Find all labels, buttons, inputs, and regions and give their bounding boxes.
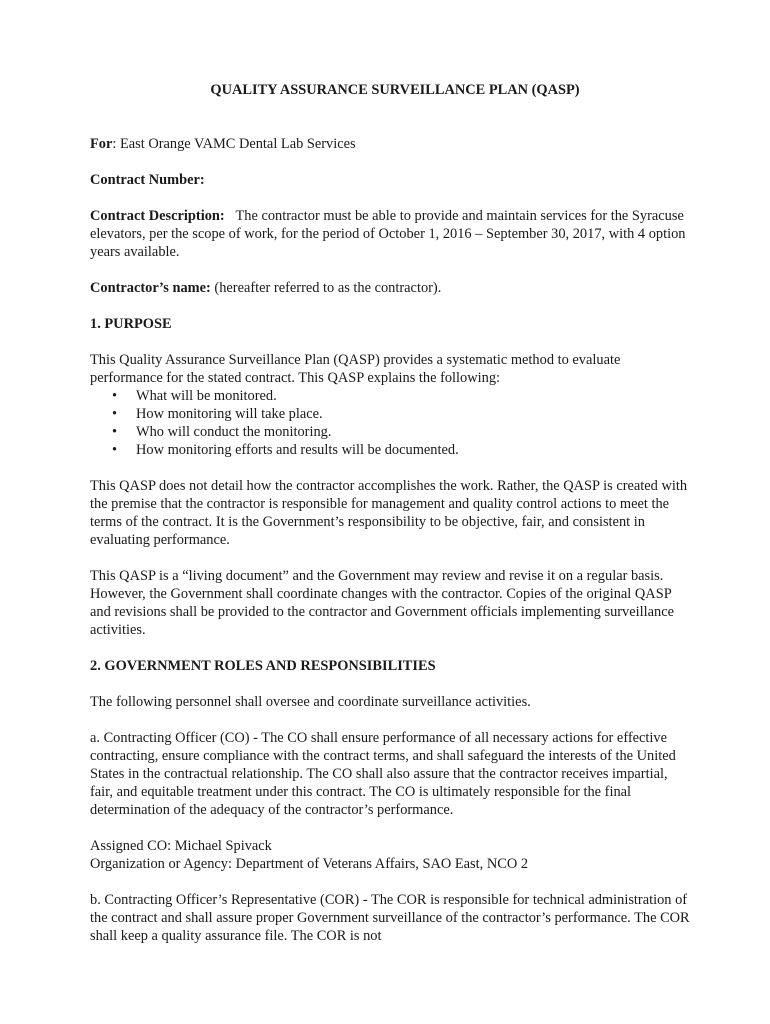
contract-description-label: Contract Description: — [90, 208, 225, 224]
contractor-name-label: Contractor’s name: — [90, 280, 211, 296]
assigned-co-block — [90, 837, 690, 873]
contract-number-label: Contract Number: — [90, 172, 205, 188]
cor-paragraph: b. Contracting Officer’s Representative (COR) - The COR is responsible for technical administration of the contract and shall assure proper Government surveillance of the contractor’s performance. The COR shall keep a quality assurance file. The COR is not — [90, 892, 690, 944]
contracting-officer-paragraph: a. Contracting Officer (CO) - The CO shall ensure performance of all necessary actions for effective contracting, ensure compliance with the contract terms, and shall safeguard the interests of the United States in the contractual relationship. The CO shall also assure that the contractor receives impartial, fair, and equitable treatment under this contract. The CO is ultimately responsible for the final determination of the adequacy of the contractor’s performance. — [90, 730, 676, 818]
list-item-text: Who will conduct the monitoring. — [136, 424, 332, 440]
for-label: For — [90, 136, 113, 152]
organization-line: Organization or Agency: Department of Veterans Affairs, SAO East, NCO 2 — [90, 856, 529, 872]
bullet-icon: • — [112, 424, 118, 440]
contract-number-line — [90, 171, 690, 189]
bullet-icon: • — [112, 388, 118, 404]
contractor-name-text: (hereafter referred to as the contractor). — [210, 280, 442, 296]
list-item — [90, 423, 690, 441]
contract-description — [90, 207, 690, 261]
contractor-name-line — [90, 279, 690, 297]
list-item — [90, 441, 690, 459]
list-item — [90, 405, 690, 423]
assigned-co-line: Assigned CO: Michael Spivack — [90, 838, 272, 854]
purpose-intro: This Quality Assurance Surveillance Plan (QASP) provides a systematic method to evaluate performance for the stated contract. This QASP explains the following: — [90, 352, 621, 386]
list-item-text: How monitoring will take place. — [136, 406, 323, 422]
bullet-icon: • — [112, 406, 118, 422]
for-value: : East Orange VAMC Dental Lab Services — [112, 136, 356, 152]
roles-intro: The following personnel shall oversee and coordinate surveillance activities. — [90, 694, 531, 710]
purpose-paragraph-3: This QASP is a “living document” and the Government may review and revise it on a regular basis. However, the Government shall coordinate changes with the contractor. Copies of the original QASP and revisions shall be provided to the contractor and Government officials implementing surveillance activities. — [90, 568, 674, 638]
purpose-paragraph-2: This QASP does not detail how the contractor accomplishes the work. Rather, the QASP is created with the premise that the contractor is responsible for management and quality control actions to meet the terms of the contract. It is the Government’s responsibility to be objective, fair, and consistent in evaluating performance. — [90, 478, 688, 548]
contract-description-text: The contractor must be able to provide and maintain services for the Syracuse elevators, per the scope of work, for the period of October 1, 2016 – September 30, 2017, with 4 option years available. — [90, 208, 686, 260]
for-line — [90, 135, 690, 153]
bullet-icon: • — [112, 442, 118, 458]
list-item-text: How monitoring efforts and results will be documented. — [136, 442, 459, 458]
list-item-text: What will be monitored. — [136, 388, 277, 404]
section-2-heading: 2. GOVERNMENT ROLES AND RESPONSIBILITIES — [90, 658, 436, 674]
list-item — [90, 387, 690, 405]
purpose-bullet-list — [90, 387, 690, 459]
document-page — [90, 81, 690, 963]
document-title: QUALITY ASSURANCE SURVEILLANCE PLAN (QASP) — [210, 82, 580, 98]
section-1-heading: 1. PURPOSE — [90, 316, 172, 332]
